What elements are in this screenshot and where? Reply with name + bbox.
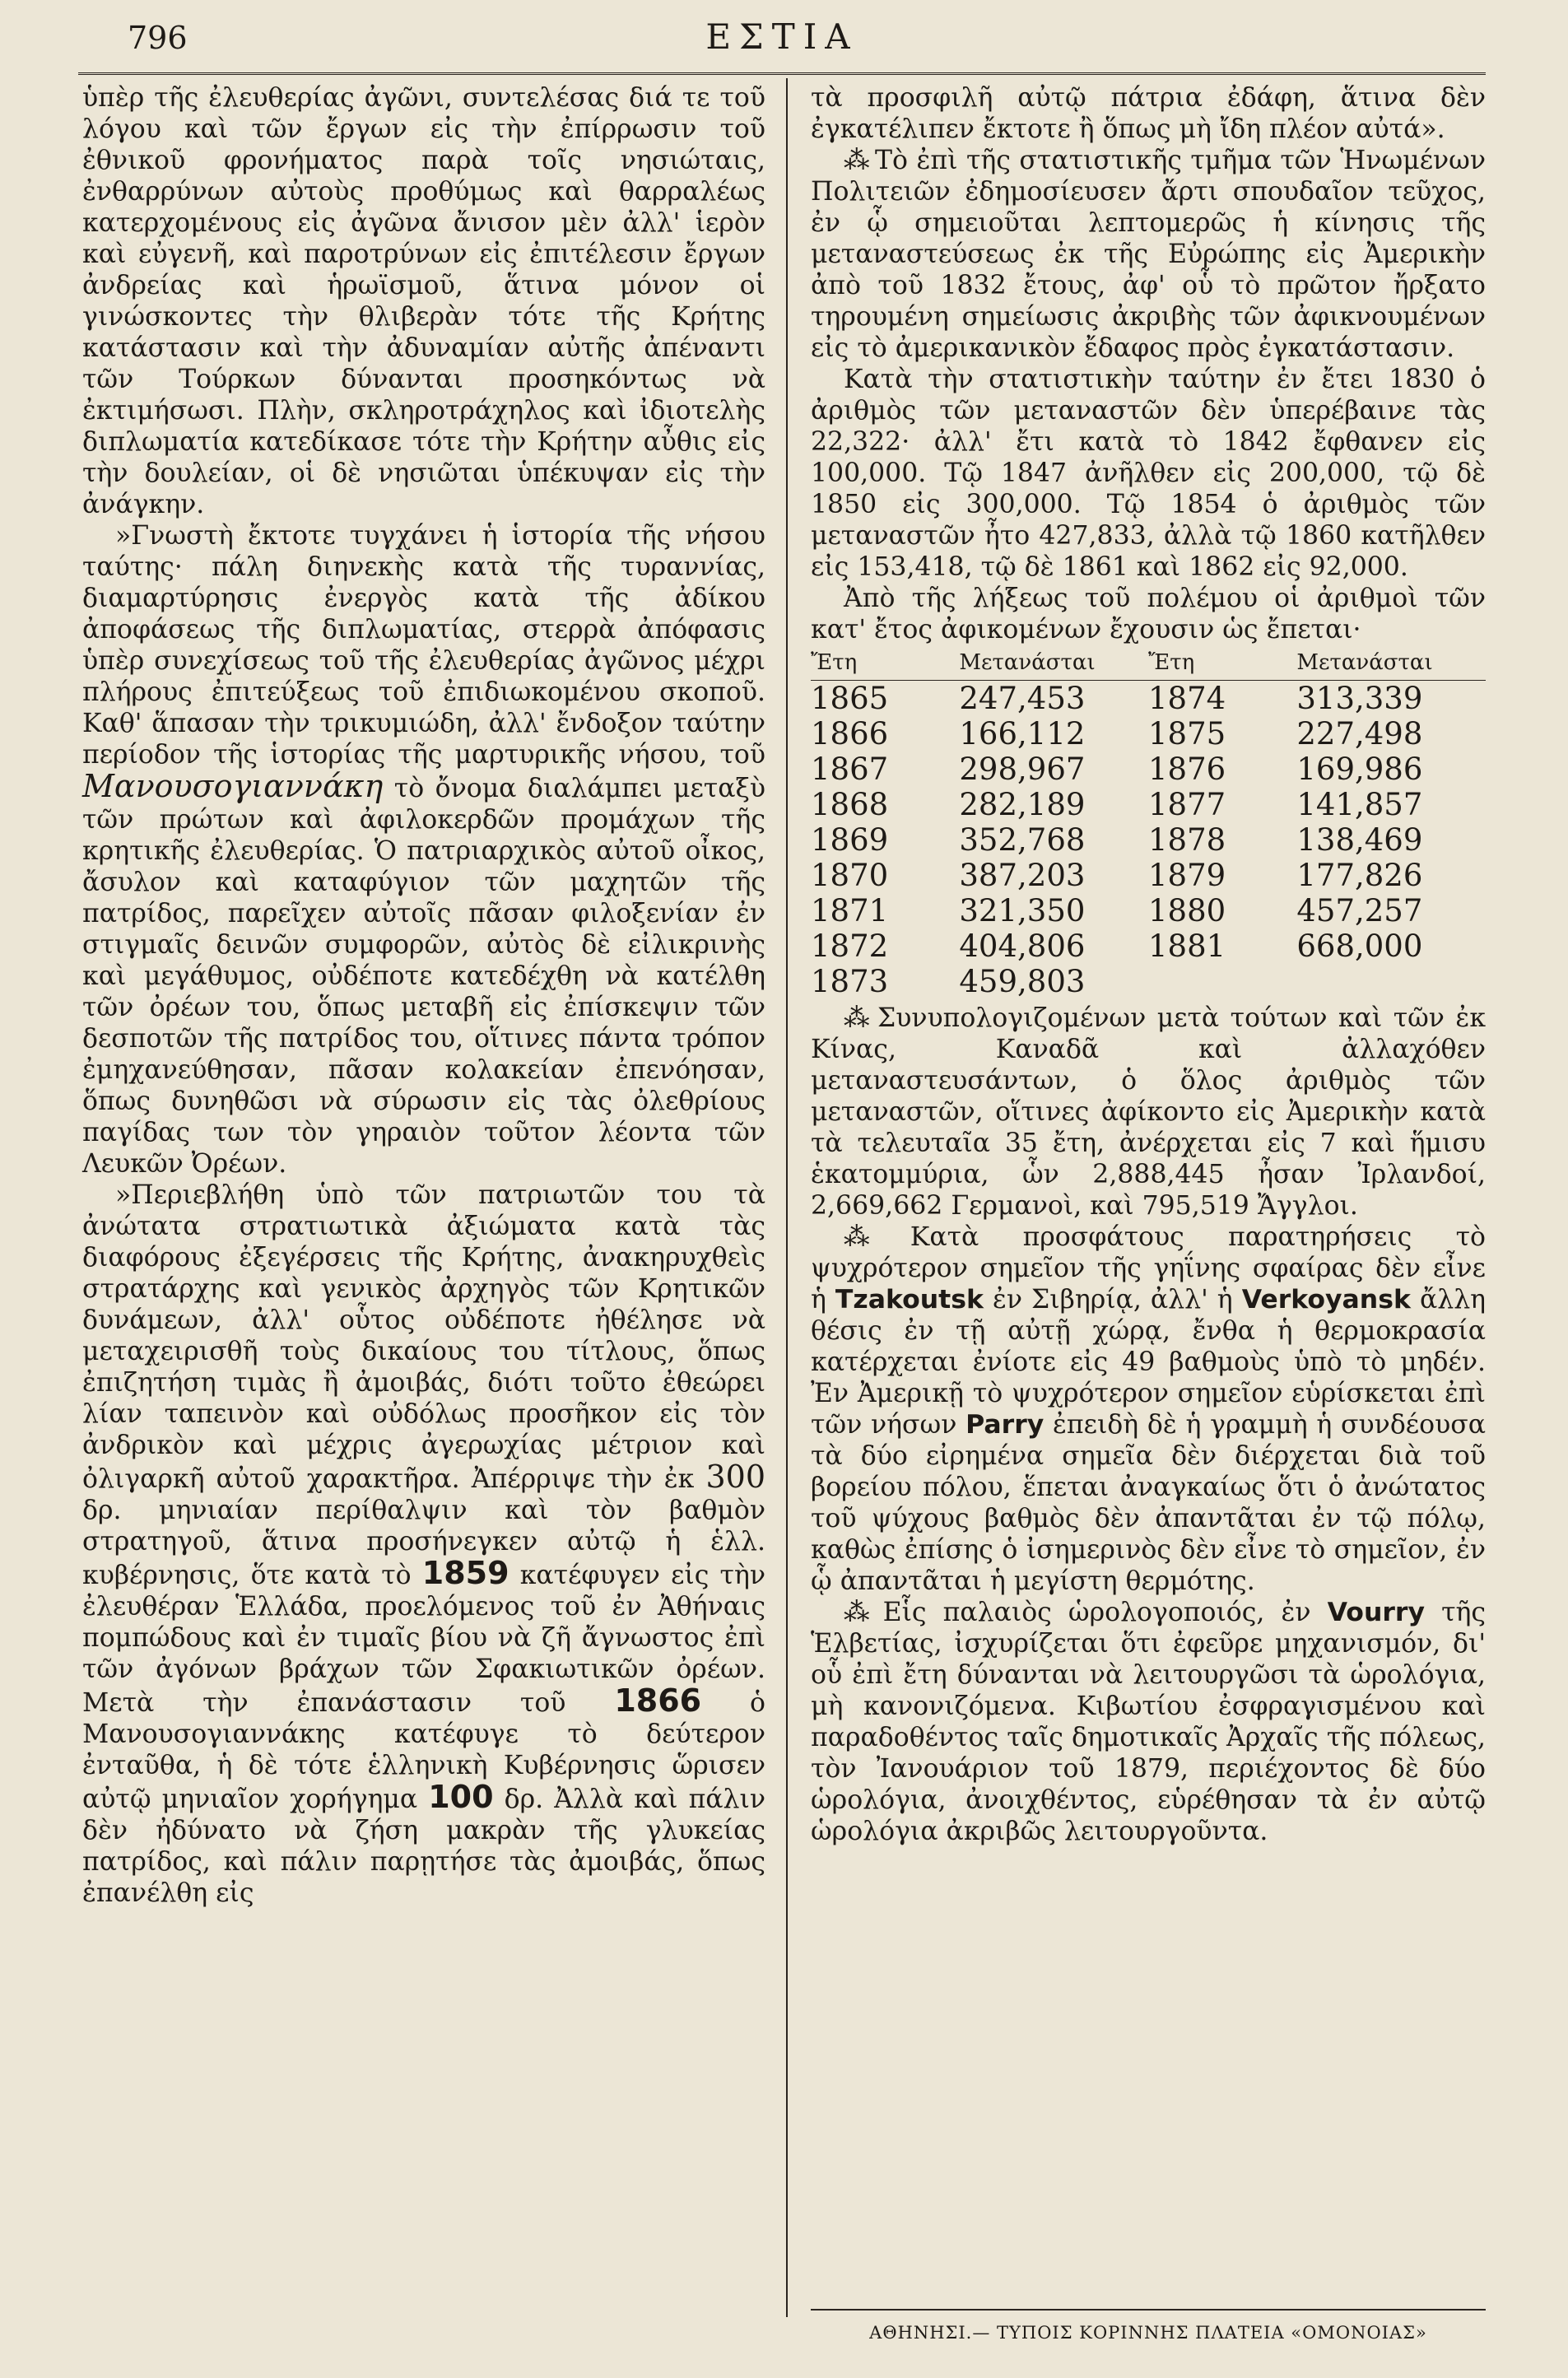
immigrants-cell: 457,257 [1296, 893, 1423, 928]
year-cell: 1871 [811, 893, 889, 928]
immigrants-cell: 404,806 [959, 928, 1086, 964]
year-cell: 1872 [811, 928, 889, 964]
year-cell: 1876 [1147, 752, 1226, 787]
place-vourry: Vourry [1327, 1598, 1425, 1627]
year-cell: 1865 [811, 681, 889, 716]
immigrants-cell: 321,350 [959, 893, 1086, 928]
footer-rule [811, 2309, 1486, 2311]
year-cell: 1869 [811, 822, 889, 858]
page-header [78, 16, 1486, 66]
year-cell [1148, 964, 1296, 999]
right-p6-text-d: ἄλλη θέσις ἐν τῇ αὐτῇ χώρᾳ, ἔνθα ἡ θερμοκρασία κατέρχεται ἐνίοτε εἰς 49 βαθμοὺς ὑπὸ τὸ μηδέν. Ἐν Ἀμερικῇ τὸ ψυχρότερον σημεῖον εὑρίσκεται ἐπὶ τῶν νήσων [811, 1285, 1487, 1440]
table-row [811, 858, 1486, 893]
printer-imprint: ΑΘΗΝΗΣΙ.— ΤΥΠΟΙΣ ΚΟΡΙΝΝΗΣ ΠΛΑΤΕΙΑ «ΟΜΟΝΟΙΑΣ» [869, 2323, 1427, 2343]
table-row [811, 822, 1486, 858]
year-cell: 1867 [811, 752, 889, 787]
left-p3-text-e: δρ. Ἀλλὰ καὶ πάλιν δὲν ἠδύνατο νὰ ζήση μακρὰν τῆς γλυκείας πατρίδος, καὶ πάλιν παρῃτήσε τὰς ἀμοιβάς, ὅπως ἐπανέλθη εἰς [82, 1785, 766, 1908]
left-p2-text-b: τὸ ὄνομα διαλάμπει μεταξὺ τῶν πρώτων καὶ ἀφιλοκερδῶν προμάχων τῆς κρητικῆς ἐλευθερίας. Ὁ πατριαρχικὸς αὐτοῦ οἶκος, ἄσυλον καὶ καταφύγιον τῶν μαχητῶν τῆς πατρίδος, παρεῖχεν αὐτοῖς πᾶσαν φιλοξενίαν ἐν στιγμαῖς δεινῶν συμφορῶν, αὐτὸς δὲ εἰλικρινὴς καὶ μεγάθυμος, οὐδέποτε κατεδέχθη νὰ κατέλθη τῶν ὀρέων του, ὅπως μεταβῆ εἰς ἐπίσκεψιν τῶν δεσποτῶν τῆς πατρίδος του, οἵτινες πάντα τρόπον ἐμηχανεύθησαν, πᾶσαν κολακείαν ἐπενόησαν, ὅπως δυνηθῶσι νὰ σύρωσιν εἰς τὰς ὀλεθρίους παγίδας των τὸν γηραιὸν τοῦτον λέοντα τῶν Λευκῶν Ὀρέων. [82, 774, 765, 1179]
immigrants-cell: 169,986 [1296, 752, 1423, 787]
table-row [811, 716, 1486, 752]
right-paragraph-5 [811, 1003, 1486, 1222]
section-mark: ⁂ [844, 146, 870, 175]
left-p3-text-b: δρ. μηνιαίαν περίθαλψιν καὶ τὸν βαθμὸν στρατηγοῦ, ἅτινα προσήνεγκεν αὐτῷ ἡ ἑλλ. κυβέρνησις, ὅτε κατὰ τὸ [82, 1496, 765, 1590]
right-p7-text-c: τῆς Ἑλβετίας, ἰσχυρίζεται ὅτι ἐφεῦρε μηχανισμόν, δι' οὗ ἐπὶ ἔτη δύνανται νὰ λειτουργῶσι τὰ ὡρολόγια, μὴ κανονιζόμενα. Κιβωτίου ἐσφραγισμένου καὶ παραδοθέντος ταῖς δημοτικαῖς Ἀρχαῖς τῆς πόλεως, τὸν Ἰανουάριον τοῦ 1879, περιέχοντος δὲ δύο ὡρολόγια, ἀνοιχθέντος, εὑρέθησαν τὰ ἐν αὐτῷ ὡρολόγια ἀκριβῶς λειτουργοῦντα. [811, 1598, 1487, 1846]
amount-100: 100 [428, 1779, 494, 1815]
year-cell: 1868 [811, 787, 889, 822]
immigrants-cell: 282,189 [959, 787, 1086, 822]
immigrants-cell: 227,498 [1296, 716, 1423, 752]
left-p3-text-c: κατέφυγεν εἰς τὴν ἐλευθέραν Ἑλλάδα, προελόμενος τοῦ ἐν Ἀθήναις πομπώδους καὶ ἐν τιμαῖς βίου νὰ ζῆ ἄγνωστος ἐπὶ τῶν ἀγόνων βράχων τῶν Σφακιωτικῶν ὀρέων. Μετὰ τὴν ἐπανάστασιν τοῦ [82, 1561, 765, 1718]
page-number: 796 [128, 20, 188, 56]
left-paragraph-2 [82, 520, 765, 1180]
year-cell: 1881 [1147, 928, 1226, 964]
right-paragraph-4: Ἀπὸ τῆς λήξεως τοῦ πολέμου οἱ ἀριθμοὶ τῶν κατ' ἔτος ἀφικομένων ἔχουσιν ὡς ἔπεται· [811, 584, 1486, 645]
header-years-1: Ἔτη [811, 647, 959, 681]
year-cell: 1878 [1147, 822, 1226, 858]
year-cell: 1880 [1147, 893, 1226, 928]
right-paragraph-2 [811, 145, 1486, 364]
right-p5-text: Συνυπολογιζομένων μετὰ τούτων καὶ τῶν ἐκ Κίνας, Καναδᾶ καὶ ἀλλαχόθεν μεταναστευσάντων, ὁ ὅλος ἀριθμὸς τῶν μεταναστῶν, οἵτινες ἀφίκοντο εἰς Ἀμερικὴν κατὰ τὰ τελευταῖα 35 ἔτη, ἀνέρχεται εἰς 7 καὶ ἥμισυ ἑκατομμύρια, ὧν 2,888,445 ἦσαν Ἰρλανδοί, 2,669,662 Γερμανοὶ, καὶ 795,519 Ἄγγλοι. [811, 1003, 1487, 1221]
column-divider [786, 78, 788, 2317]
immigrants-cell: 138,469 [1296, 822, 1423, 858]
immigrants-cell: 166,112 [959, 716, 1086, 752]
right-column [811, 82, 1486, 1847]
right-paragraph-3: Κατὰ τὴν στατιστικὴν ταύτην ἐν ἔτει 1830 ὁ ἀριθμὸς τῶν μεταναστῶν δὲν ὑπερέβαινε τὰς 22,322· ἀλλ' ἔτι κατὰ τὸ 1842 ἔφθανεν εἰς 100,000. Τῷ 1847 ἀνῆλθεν εἰς 200,000, τῷ δὲ 1850 εἰς 300,000. Τῷ 1854 ὁ ἀριθμὸς τῶν μεταναστῶν ἦτο 427,833, ἀλλὰ τῷ 1860 κατῆλθεν εἰς 153,418, τῷ δὲ 1861 καὶ 1862 εἰς 92,000. [811, 365, 1486, 582]
amount-300: 300 [705, 1459, 766, 1495]
year-cell: 1877 [1147, 787, 1226, 822]
table-row [811, 964, 1486, 999]
running-title: ΕΣΤΙΑ [705, 16, 858, 57]
immigrants-cell: 459,803 [959, 964, 1086, 999]
year-cell: 1873 [811, 964, 889, 999]
year-cell: 1874 [1147, 681, 1226, 716]
right-p6-text-c: ἐν Σιβηρίᾳ, ἀλλ' ἡ [992, 1285, 1233, 1315]
table-row [811, 752, 1486, 787]
immigrants-cell: 313,339 [1296, 681, 1423, 716]
right-p6-text-e: ἐπειδὴ δὲ ἡ γραμμὴ ἡ συνδέουσα τὰ δύο εἰρημένα σημεῖα δὲν διέρχεται διὰ τοῦ βορείου πόλου, ἕπεται ἀναγκαίως ὅτι ὁ ἀνώτατος τοῦ ψύχους βαθμὸς δὲν ἀπαντᾶται ἐν τῷ πόλῳ, καθὼς ἐπίσης ὁ ἰσημερινὸς δὲν εἶνε τὸ σημεῖον, ἐν ᾧ ἀπαντᾶται ἡ μεγίστη θερμότης. [811, 1410, 1486, 1596]
immigrants-cell [1296, 964, 1486, 999]
table-header-row [811, 647, 1486, 681]
table-body [811, 681, 1486, 1000]
left-p3-text-a: »Περιεβλήθη ὑπὸ τῶν πατριωτῶν του τὰ ἀνώτατα στρατιωτικὰ ἀξιώματα κατὰ τὰς διαφόρους ἐξεγέρσεις τῆς Κρήτης, ἀνακηρυχθεὶς στρατάρχης καὶ γενικὸς ἀρχηγὸς τῶν Κρητικῶν δυνάμεων, ἀλλ' οὗτος οὐδέποτε ἠθέλησε νὰ μεταχειρισθῆ τοὺς δικαίους του τίτλους, ὅπως ἐπιζητήση τιμὰς ἢ ἀμοιβάς, διότι τοῦτο ἐθεώρει λίαν ταπεινὸν καὶ οὐδόλως προσῆκον εἰς τὸν ἀνδρικὸν καὶ μέχρις ἀγερωχίας μέτριον καὶ ὀλιγαρκῆ αὐτοῦ χαρακτῆρα. Ἀπέρριψε τὴν ἐκ [82, 1180, 765, 1494]
immigrants-cell: 668,000 [1296, 928, 1423, 964]
year-cell: 1870 [811, 858, 889, 893]
table-row [811, 787, 1486, 822]
immigrants-cell: 387,203 [959, 858, 1086, 893]
section-mark: ⁂ [844, 1598, 878, 1627]
table-row [811, 893, 1486, 928]
place-tzakoutsk: Tzakoutsk [835, 1285, 984, 1315]
place-verkoyansk: Verkoyansk [1241, 1285, 1411, 1315]
header-immigrants-1: Μετανάσται [959, 647, 1148, 681]
left-paragraph-3 [82, 1180, 765, 1909]
year-cell: 1866 [811, 716, 889, 752]
right-p2-text: Τὸ ἐπὶ τῆς στατιστικῆς τμῆμα τῶν Ἡνωμένων Πολιτειῶν ἐδημοσίευσεν ἄρτι σπουδαῖον τεῦχος, ἐν ᾧ σημειοῦται λεπτομερῶς ἡ κίνησις τῆς μεταναστεύσεως ἐκ τῆς Εὐρώπης εἰς Ἀμερικὴν ἀπὸ τοῦ 1832 ἔτους, ἀφ' οὗ τὸ πρῶτον ἤρξατο τηρουμένη σημείωσις ἀκριβὴς τῶν ἀφικνουμένων εἰς τὸ ἀμερικανικὸν ἔδαφος πρὸς ἐγκατάστασιν. [811, 146, 1486, 363]
right-p6-text-a: Κατὰ προσφάτους παρατηρήσεις τὸ ψυχρότερον σημεῖον τῆς γηΐνης σφαίρας δὲν εἶνε ἡ [811, 1222, 1487, 1315]
immigration-table [811, 647, 1486, 999]
left-p3-text-d: ὁ Μανουσογιαννάκης κατέφυγε τὸ δεύτερον ἐνταῦθα, ἡ δὲ τότε ἑλληνικὴ Κυβέρνησις ὥρισεν αὐτῷ μηνιαῖον χορήγημα [82, 1688, 765, 1814]
header-years-2: Ἔτη [1148, 647, 1296, 681]
left-p2-text-a: »Γνωστὴ ἔκτοτε τυγχάνει ἡ ἱστορία τῆς νήσου ταύτης· πάλη διηνεκὴς κατὰ τῆς τυραννίας, διαμαρτύρησις ἐνεργὸς κατὰ τῆς ἀδίκου ἀποφάσεως τῆς διπλωματίας, στερρὰ ἀπόφασις ὑπὲρ συνεχίσεως τοῦ τῆς ἐλευθερίας ἀγῶνος μέχρι πλήρους ἐπιτεύξεως τοῦ ἐπιδιωκομένου σκοποῦ. Καθ' ἅπασαν τὴν τρικυμιώδη, ἀλλ' ἔνδοξον ταύτην περίοδον τῆς ἱστορίας τῆς μαρτυρικῆς νήσου, τοῦ [82, 521, 765, 770]
immigrants-cell: 298,967 [959, 752, 1086, 787]
header-immigrants-2: Μετανάσται [1296, 647, 1486, 681]
immigrants-cell: 247,453 [959, 681, 1086, 716]
left-paragraph-1: ὑπὲρ τῆς ἐλευθερίας ἀγῶνι, συντελέσας διά τε τοῦ λόγου καὶ τῶν ἔργων εἰς τὴν ἐπίρρωσιν τοῦ ἐθνικοῦ φρονήματος παρὰ τοῖς νησιώταις, ἐνθαρρύνων αὐτοὺς προθύμως καὶ θαρραλέως κατερχομένους εἰς ἀγῶνα ἄνισον μὲν ἀλλ' ἱερὸν καὶ εὐγενῆ, καὶ παροτρύνων εἰς ἐπιτέλεσιν ἔργων ἀνδρείας καὶ ἡρωϊσμοῦ, ἅτινα μόνον οἱ γινώσκοντες τὴν θλιβερὰν τότε τῆς Κρήτης κατάστασιν καὶ τὴν ἀδυναμίαν αὐτῆς ἀπέναντι τῶν Τούρκων δύνανται προσηκόντως νὰ ἐκτιμήσωσι. Πλὴν, σκληροτράχηλος καὶ ἰδιοτελὴς διπλωματία κατεδίκασε τότε τὴν Κρήτην αὖθις εἰς τὴν δουλείαν, οἱ δὲ νησιῶται ὑπέκυψαν εἰς τὴν ἀνάγκην. [82, 83, 765, 519]
year-cell: 1879 [1147, 858, 1226, 893]
year-cell: 1875 [1147, 716, 1226, 752]
right-paragraph-1: τὰ προσφιλῆ αὐτῷ πάτρια ἐδάφη, ἅτινα δὲν ἐγκατέλιπεν ἔκτοτε ἢ ὅπως μὴ ἴδη πλέον αὐτά». [811, 83, 1486, 144]
year-1859: 1859 [421, 1555, 509, 1591]
section-mark: ⁂ [844, 1003, 872, 1033]
immigrants-cell: 352,768 [959, 822, 1086, 858]
table-row [811, 681, 1486, 717]
immigrants-cell: 177,826 [1296, 858, 1423, 893]
table-row [811, 928, 1486, 964]
header-rule [78, 72, 1486, 75]
section-mark: ⁂ [844, 1222, 905, 1252]
right-p7-text-a: Εἷς παλαιὸς ὡρολογοποιός, ἐν [882, 1598, 1311, 1627]
immigrants-cell: 141,857 [1296, 787, 1423, 822]
right-paragraph-7 [811, 1597, 1486, 1847]
place-parry: Parry [965, 1410, 1045, 1440]
left-column [82, 82, 765, 1909]
year-1866: 1866 [614, 1682, 702, 1719]
manousogiannakis-name: Μανουσογιαννάκη [82, 768, 384, 804]
right-paragraph-6 [811, 1222, 1486, 1597]
